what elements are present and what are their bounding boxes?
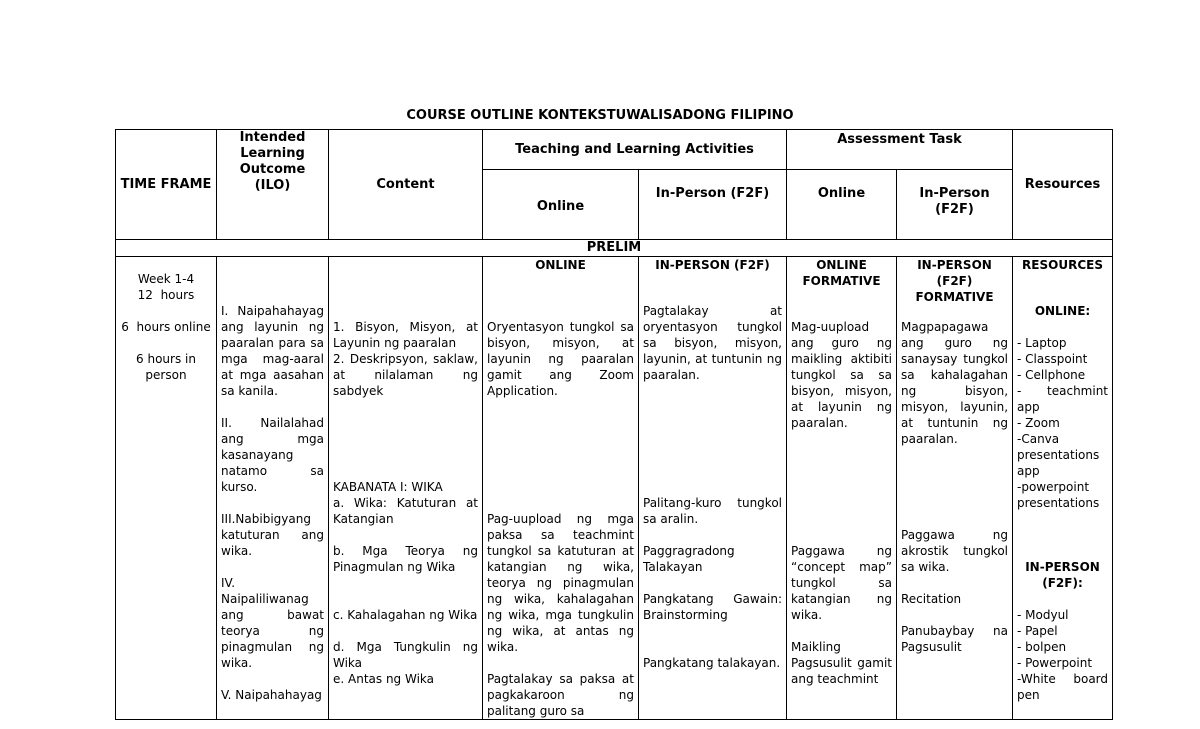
tla-online-activity-1: Oryentasyon tungkol sa bisyon, misyon, at layunin ng paaralan gamit ang Zoom Application. bbox=[487, 320, 634, 398]
resource-online-item: - Cellphone bbox=[1017, 368, 1086, 382]
section-label: PRELIM bbox=[116, 240, 1113, 257]
tla-online-header: ONLINE bbox=[535, 258, 586, 272]
ilo-item-1: I. Naipahahayag ang layunin ng paaralan para sa mga mag-aaral at mga aasahan sa kanila. bbox=[221, 304, 324, 398]
header-resources: Resources bbox=[1013, 130, 1113, 240]
header-tla-online: Online bbox=[483, 170, 639, 240]
ilo-item-2: II. Nailalahad ang mga kasanayang natamo sa kurso. bbox=[221, 416, 324, 494]
resource-f2f-item: -White board pen bbox=[1017, 672, 1109, 702]
assess-online-task-2: Paggawa ng “concept map” tungkol sa katangian ng wika. bbox=[791, 544, 892, 622]
resource-f2f-item: - Powerpoint bbox=[1017, 656, 1093, 670]
tla-f2f-activity-5: Pangkatang talakayan. bbox=[643, 656, 781, 670]
time-frame-cell bbox=[116, 257, 217, 720]
resources-cell bbox=[1013, 257, 1113, 720]
tla-f2f-header: IN-PERSON (F2F) bbox=[655, 258, 770, 272]
content-item-7: d. Mga Tungkulin ng Wika bbox=[333, 640, 478, 670]
tla-online-cell bbox=[483, 257, 639, 720]
tla-f2f-activity-2: Palitang-kuro tungkol sa aralin. bbox=[643, 496, 782, 526]
content-item-3: KABANATA I: WIKA bbox=[333, 480, 443, 494]
header-teaching-activities: Teaching and Learning Activities bbox=[483, 130, 787, 170]
resources-header: RESOURCES bbox=[1022, 258, 1103, 272]
resource-online-item: - teachmint app bbox=[1017, 384, 1109, 414]
time-online: 6 hours online bbox=[121, 320, 211, 334]
assess-online-header: ONLINE FORMATIVE bbox=[802, 258, 881, 288]
header-assess-f2f: In-Person (F2F) bbox=[897, 170, 1013, 240]
time-in-person: 6 hours in person bbox=[136, 352, 196, 382]
header-row-1 bbox=[116, 130, 1113, 170]
assess-f2f-cell bbox=[897, 257, 1013, 720]
content-item-4: a. Wika: Katuturan at Katangian bbox=[333, 496, 478, 526]
tla-online-activity-2: Pag-uupload ng mga paksa sa teachmint tungkol sa katuturan at katangian ng wika, teorya ng pinagmulan ng wika, kahalagahan ng wika, mga tungkulin ng wika, at antas ng wika. bbox=[487, 512, 634, 654]
ilo-item-5: V. Naipahahayag bbox=[221, 688, 322, 702]
tla-f2f-activity-3: Paggragradong Talakayan bbox=[643, 544, 735, 574]
assess-online-task-3: Maikling Pagsusulit gamit ang teachmint bbox=[791, 640, 892, 686]
assess-f2f-task-4: Panubaybay na Pagsusulit bbox=[901, 624, 1009, 654]
header-assess-online: Online bbox=[787, 170, 897, 240]
resource-online-item: -powerpoint presentations bbox=[1017, 480, 1100, 510]
content-item-2: 2. Deskripsyon, saklaw, at nilalaman ng sabdyek bbox=[333, 352, 478, 398]
resources-online-list bbox=[1017, 335, 1108, 511]
assess-f2f-task-3: Recitation bbox=[901, 592, 962, 606]
time-hours: 12 hours bbox=[137, 288, 195, 302]
assess-f2f-task-1: Magpapagawa ang guro ng sanaysay tungkol sa kahalagahan ng bisyon, misyon, layunin, at tuntunin ng paaralan. bbox=[901, 320, 1009, 446]
ilo-cell bbox=[217, 257, 329, 720]
assess-f2f-header: IN-PERSON (F2F) FORMATIVE bbox=[915, 258, 994, 304]
content-item-8: e. Antas ng Wika bbox=[333, 672, 435, 686]
header-ilo: Intended Learning Outcome (ILO) bbox=[217, 130, 329, 240]
tla-f2f-cell bbox=[639, 257, 787, 720]
tla-f2f-activity-1: Pagtalakay at oryentasyon tungkol sa bisyon, misyon, layunin, at tuntunin ng paaralan. bbox=[643, 304, 782, 382]
assess-f2f-task-2: Paggawa ng akrostik tungkol sa wika. bbox=[901, 528, 1009, 574]
assess-online-task-1: Mag-uupload ang guro ng maikling aktibiti tungkol sa sa bisyon, misyon, at layunin ng paaralan. bbox=[791, 320, 892, 430]
course-outline-table bbox=[115, 129, 1113, 720]
time-week: Week 1-4 bbox=[137, 272, 195, 286]
resources-online-label: ONLINE: bbox=[1034, 304, 1091, 318]
prelim-body-row bbox=[116, 257, 1113, 720]
content-cell bbox=[329, 257, 483, 720]
resource-online-item: - Zoom bbox=[1017, 416, 1060, 430]
header-assessment-task: Assessment Task bbox=[787, 130, 1013, 170]
resources-f2f-label: IN-PERSON (F2F): bbox=[1025, 560, 1100, 590]
header-tla-f2f: In-Person (F2F) bbox=[639, 170, 787, 240]
content-item-6: c. Kahalagahan ng Wika bbox=[333, 608, 478, 622]
ilo-item-4: IV. Naipaliliwanag ang bawat teorya ng pinagmulan ng wika. bbox=[221, 576, 324, 670]
content-item-1: 1. Bisyon, Misyon, at Layunin ng paaralan bbox=[333, 320, 478, 350]
resource-f2f-item: - Modyul bbox=[1017, 608, 1069, 622]
ilo-item-3: III.Nabibigyang katuturan ang wika. bbox=[221, 512, 324, 558]
resource-f2f-item: - bolpen bbox=[1017, 640, 1067, 654]
assess-online-cell bbox=[787, 257, 897, 720]
prelim-row bbox=[116, 240, 1113, 257]
tla-f2f-activity-4: Pangkatang Gawain: Brainstorming bbox=[643, 592, 782, 622]
resource-f2f-item: - Papel bbox=[1017, 624, 1058, 638]
header-content: Content bbox=[329, 130, 483, 240]
content-item-5: b. Mga Teorya ng Pinagmulan ng Wika bbox=[333, 544, 478, 574]
header-time-frame: TIME FRAME bbox=[116, 130, 217, 240]
resource-online-item: -Canva presentations app bbox=[1017, 432, 1100, 478]
resource-online-item: - Laptop bbox=[1017, 336, 1067, 350]
tla-online-activity-3: Pagtalakay sa paksa at pagkakaroon ng palitang guro sa bbox=[487, 672, 634, 718]
page-title: COURSE OUTLINE KONTEKSTUWALISADONG FILIPINO bbox=[406, 108, 794, 123]
resources-f2f-list bbox=[1017, 607, 1108, 703]
resource-online-item: - Classpoint bbox=[1017, 352, 1088, 366]
